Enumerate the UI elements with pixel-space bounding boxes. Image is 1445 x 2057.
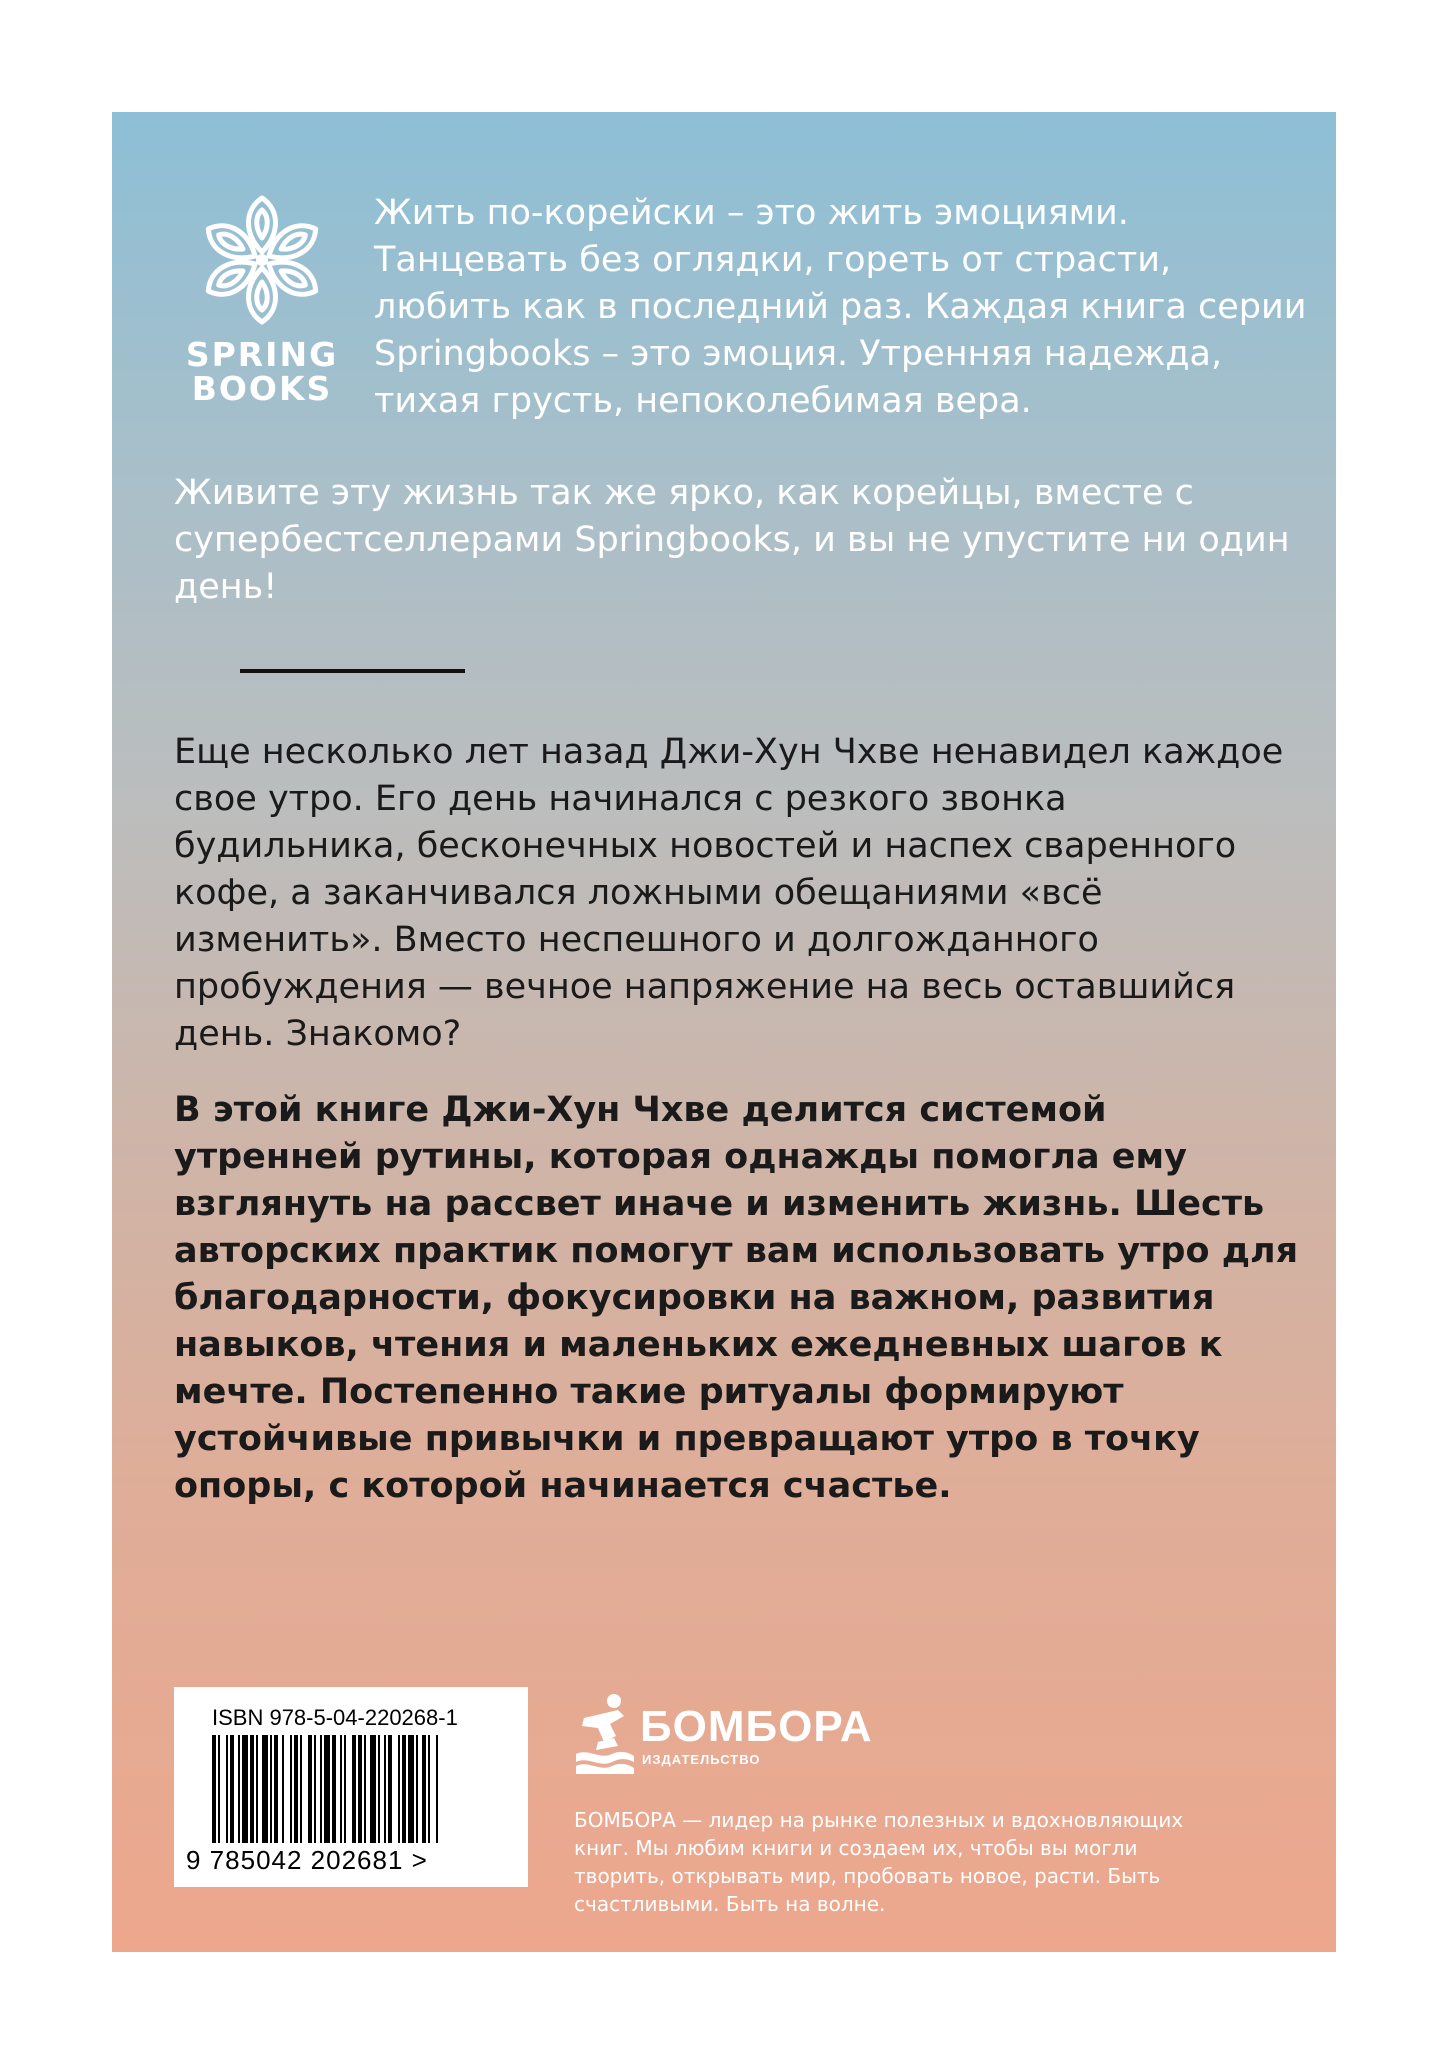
publisher-name: БОМБОРА: [640, 1702, 873, 1751]
bombora-figure-icon: [574, 1692, 636, 1774]
barcode-icon: [212, 1735, 494, 1843]
springbooks-logo-text: [182, 335, 342, 408]
publisher-block: [574, 1692, 1274, 1918]
section-divider: [240, 669, 465, 673]
isbn-label: ISBN 978-5-04-220268-1: [212, 1705, 458, 1730]
back-cover: [112, 112, 1336, 1952]
logo-line-books: BOOKS: [191, 369, 333, 408]
publisher-description: БОМБОРА — лидер на рынке полезных и вдохновляющих книг. Мы любим книги и создаем их, чтобы вы могли творить, открывать мир, пробовать новое, расти. Быть счастливыми. Быть на волне.: [574, 1808, 1184, 1916]
series-intro-paragraph: Жить по-корейски – это жить эмоциями. Танцевать без оглядки, гореть от страсти, любить как в последний раз. Каждая книга серии Springbooks – это эмоция. Утренняя надежда, тихая грусть, непоколебимая вера.: [374, 193, 1307, 421]
springbooks-logo: [182, 190, 342, 406]
flower-icon: [192, 190, 332, 330]
series-call-to-action: Живите эту жизнь так же ярко, как корейцы, вместе с супербестселлерами Springbooks, и вы не упустите ни один день!: [174, 473, 1290, 607]
logo-line-spring: SPRING: [185, 335, 339, 374]
book-description: Еще несколько лет назад Джи-Хун Чхве ненавидел каждое свое утро. Его день начинался с резкого звонка будильника, бесконечных новостей и наспех сваренного кофе, а заканчивался ложными обещаниями «всё изменить». Вместо неспешного и долгожданного пробуждения — вечное напряжение на весь оставшийся день. Знакомо?: [174, 732, 1284, 1054]
isbn-barcode: [174, 1687, 528, 1887]
barcode-digits: 9 785042 202681 >: [186, 1845, 428, 1875]
book-summary-bold: В этой книге Джи-Хун Чхве делится системой утренней рутины, которая однажды помогла ему взглянуть на рассвет иначе и изменить жизнь. Шесть авторских практик помогут вам использовать утро для благодарности, фокусировки на важном, развития навыков, чтения и маленьких ежедневных шагов к мечте. Постепенно такие ритуалы формируют устойчивые привычки и превращают утро в точку опоры, с которой начинается счастье.: [174, 1090, 1299, 1506]
publisher-subtitle: ИЗДАТЕЛЬСТВО: [642, 1752, 761, 1767]
publisher-logo: [574, 1692, 1274, 1776]
